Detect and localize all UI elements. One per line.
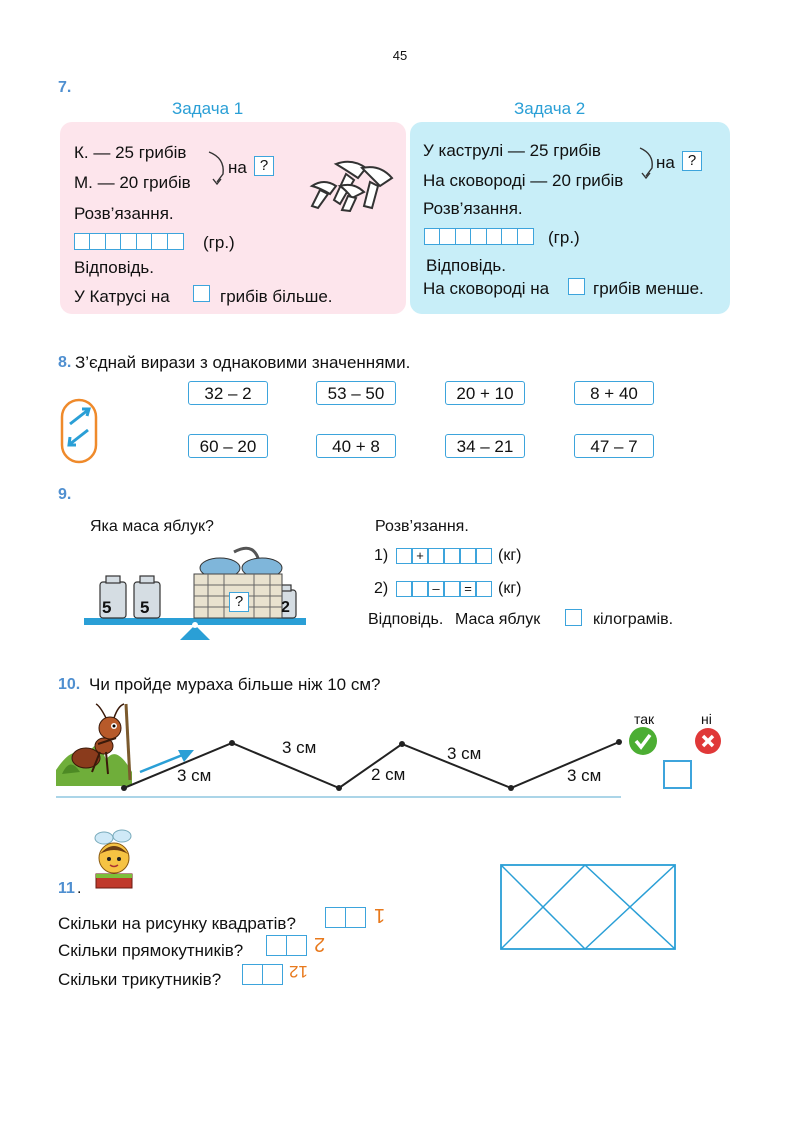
yes-label: так <box>634 711 655 727</box>
check-icon[interactable] <box>628 726 658 756</box>
geometry-figure <box>500 864 678 952</box>
p2-line2: На сковороді — 20 грибів <box>423 171 624 190</box>
task11-a3-boxes[interactable] <box>242 964 283 985</box>
task11-a2-handwritten: 2 <box>314 933 326 955</box>
task9-answer-label: Відповідь. <box>368 611 444 628</box>
p2-line1: У каструлі — 25 грибів <box>423 141 601 160</box>
problem2-title: Задача 2 <box>514 99 586 118</box>
p1-answer-label: Відповідь. <box>74 258 155 277</box>
task9-step2-label: 2) <box>374 580 389 597</box>
expr-top-1[interactable]: 32 – 2 <box>188 381 268 405</box>
task9-step2-boxes[interactable] <box>396 581 492 597</box>
problem1-title: Задача 1 <box>172 99 244 118</box>
task8-number: 8. <box>58 354 72 371</box>
segment-3-length: 2 см <box>371 765 406 784</box>
expr-bottom-4[interactable]: 47 – 7 <box>574 434 654 458</box>
task9-answer-box[interactable] <box>565 609 582 626</box>
p1-na: на <box>228 158 247 177</box>
bee-girl-icon <box>92 828 136 892</box>
task7-number: 7. <box>58 79 72 96</box>
p1-question-box[interactable]: ? <box>254 156 274 176</box>
step1-op: + <box>412 548 428 564</box>
scale-illustration <box>84 540 306 642</box>
p2-question-box[interactable]: ? <box>682 151 702 171</box>
task9-solution-label: Розв’язання. <box>375 518 469 535</box>
task9-number: 9. <box>58 486 72 503</box>
step2-op: – <box>428 581 444 597</box>
task9-answer-post: кілограмів. <box>593 611 674 628</box>
task8-text: З’єднай вирази з однаковими значеннями. <box>75 353 411 372</box>
expr-top-3[interactable]: 20 + 10 <box>445 381 525 405</box>
p2-answer-box[interactable] <box>568 278 585 295</box>
p1-unit: (гр.) <box>203 233 235 252</box>
segment-1-length: 3 см <box>177 766 212 785</box>
weight-2-label: 5 <box>140 598 150 617</box>
cross-icon[interactable] <box>694 727 722 755</box>
p2-unit: (гр.) <box>548 228 580 247</box>
weight-1-label: 5 <box>102 598 112 617</box>
p1-answer-post: грибів більше. <box>220 287 333 306</box>
expr-bottom-2[interactable]: 40 + 8 <box>316 434 396 458</box>
task10-text: Чи пройде мураха більше ніж 10 см? <box>89 675 381 694</box>
segment-2-length: 3 см <box>282 738 317 757</box>
task9-step2-unit: (кг) <box>498 580 522 597</box>
p2-answer-label: Відповідь. <box>426 256 507 275</box>
page-number: 45 <box>392 48 408 63</box>
task9-step1-unit: (кг) <box>498 547 522 564</box>
task11-a1-handwritten: 1 <box>374 904 386 926</box>
p1-solution-label: Розв’язання. <box>74 204 174 223</box>
p2-solution-boxes[interactable] <box>425 228 534 245</box>
p2-answer-post: грибів менше. <box>593 279 704 298</box>
segment-5-length: 3 см <box>567 766 602 785</box>
p2-na: на <box>656 153 675 172</box>
task9-step1-boxes[interactable] <box>396 548 492 564</box>
expr-top-2[interactable]: 53 – 50 <box>316 381 396 405</box>
connect-arrows-icon <box>60 398 98 464</box>
expr-top-4[interactable]: 8 + 40 <box>574 381 654 405</box>
expr-bottom-1[interactable]: 60 – 20 <box>188 434 268 458</box>
task11-q2: Скільки прямокутників? <box>58 941 244 960</box>
mushrooms-icon <box>306 156 396 212</box>
expr-bottom-3[interactable]: 34 – 21 <box>445 434 525 458</box>
step2-eq: = <box>460 581 476 597</box>
task9-answer-pre: Маса яблук <box>455 611 541 628</box>
segment-4-length: 3 см <box>447 744 482 763</box>
task11-a2-boxes[interactable] <box>266 935 307 956</box>
task11-a1-boxes[interactable] <box>325 907 366 928</box>
p2-answer-pre: На сковороді на <box>423 279 550 298</box>
p1-line2: М. — 20 грибів <box>74 173 191 192</box>
task11-number: 11 <box>58 880 75 897</box>
task10-number: 10. <box>58 676 81 693</box>
task11-q1: Скільки на рисунку квадратів? <box>58 914 296 933</box>
p1-solution-boxes[interactable] <box>75 233 184 250</box>
p2-solution-label: Розв’язання. <box>423 199 523 218</box>
task11-q3: Скільки трикутників? <box>58 970 222 989</box>
no-label: ні <box>701 711 712 727</box>
task11-dot: . <box>77 880 82 897</box>
weight-3-label: 2 <box>281 599 290 616</box>
task11-a3-handwritten: 12 <box>289 962 308 981</box>
task10-answer-box[interactable] <box>663 760 692 789</box>
p1-answer-pre: У Катрусі на <box>74 287 170 306</box>
task9-question: Яка маса яблук? <box>90 518 214 535</box>
p1-answer-box[interactable] <box>193 285 210 302</box>
basket-question-box[interactable]: ? <box>229 592 249 612</box>
p1-line1: К. — 25 грибів <box>74 143 187 162</box>
task9-step1-label: 1) <box>374 547 389 564</box>
